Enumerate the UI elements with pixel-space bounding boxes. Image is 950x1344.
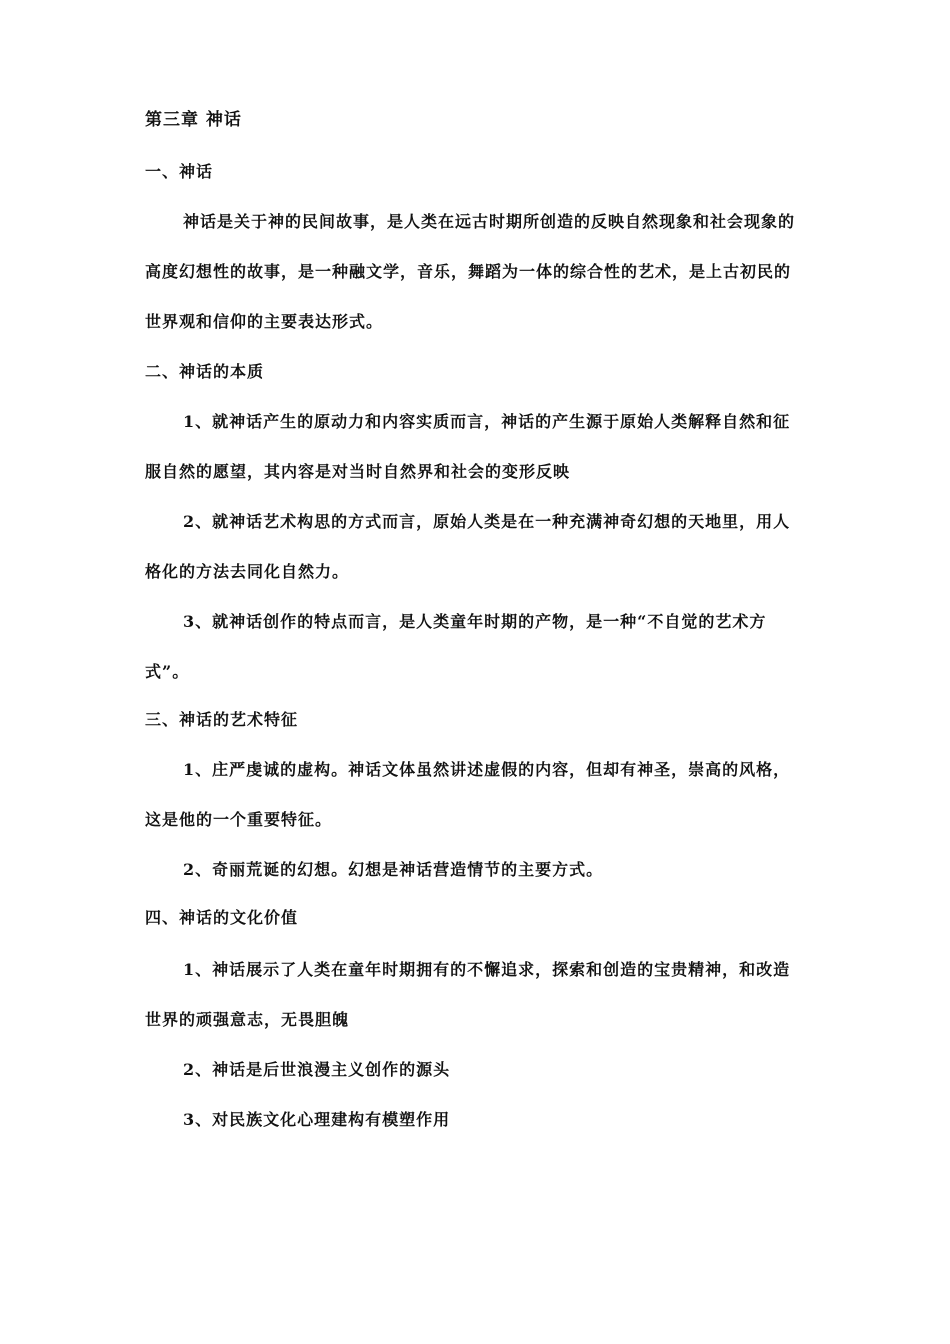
chapter-title: 第三章 神话 <box>145 110 242 130</box>
section-heading-1: 一、神话 <box>145 162 214 181</box>
section-2-paragraph-2: 2、就神话艺术构思的方式而言，原始人类是在一种充满神奇幻想的天地里，用人格化的方法去同化自然力。 <box>145 512 791 581</box>
section-heading-3: 三、神话的艺术特征 <box>145 710 299 729</box>
section-heading-4: 四、神话的文化价值 <box>145 908 299 927</box>
section-2-paragraph-3: 3、就神话创作的特点而言，是人类童年时期的产物，是一种“不自觉的艺术方式”。 <box>145 612 767 681</box>
section-3-body <box>145 745 805 895</box>
section-4-body <box>145 945 805 1145</box>
section-1-paragraph-1: 神话是关于神的民间故事，是人类在远古时期所创造的反映自然现象和社会现象的高度幻想性的故事，是一种融文学，音乐，舞蹈为一体的综合性的艺术，是上古初民的世界观和信仰的主要表达形式。 <box>145 212 796 331</box>
section-4-paragraph-3: 3、对民族文化心理建构有模塑作用 <box>183 1110 451 1129</box>
section-2-body <box>145 397 805 697</box>
section-3-paragraph-1: 1、庄严虔诚的虚构。神话文体虽然讲述虚假的内容，但却有神圣，崇高的风格，这是他的一个重要特征。 <box>145 760 791 829</box>
section-1-body <box>145 197 805 347</box>
section-4-paragraph-2: 2、神话是后世浪漫主义创作的源头 <box>183 1060 451 1079</box>
section-4-paragraph-1: 1、神话展示了人类在童年时期拥有的不懈追求，探索和创造的宝贵精神，和改造世界的顽强意志，无畏胆魄 <box>145 960 791 1029</box>
section-3-paragraph-2: 2、奇丽荒诞的幻想。幻想是神话营造情节的主要方式。 <box>183 860 604 879</box>
section-heading-2: 二、神话的本质 <box>145 362 265 381</box>
section-2-paragraph-1: 1、就神话产生的原动力和内容实质而言，神话的产生源于原始人类解释自然和征服自然的愿望，其内容是对当时自然界和社会的变形反映 <box>145 412 791 481</box>
